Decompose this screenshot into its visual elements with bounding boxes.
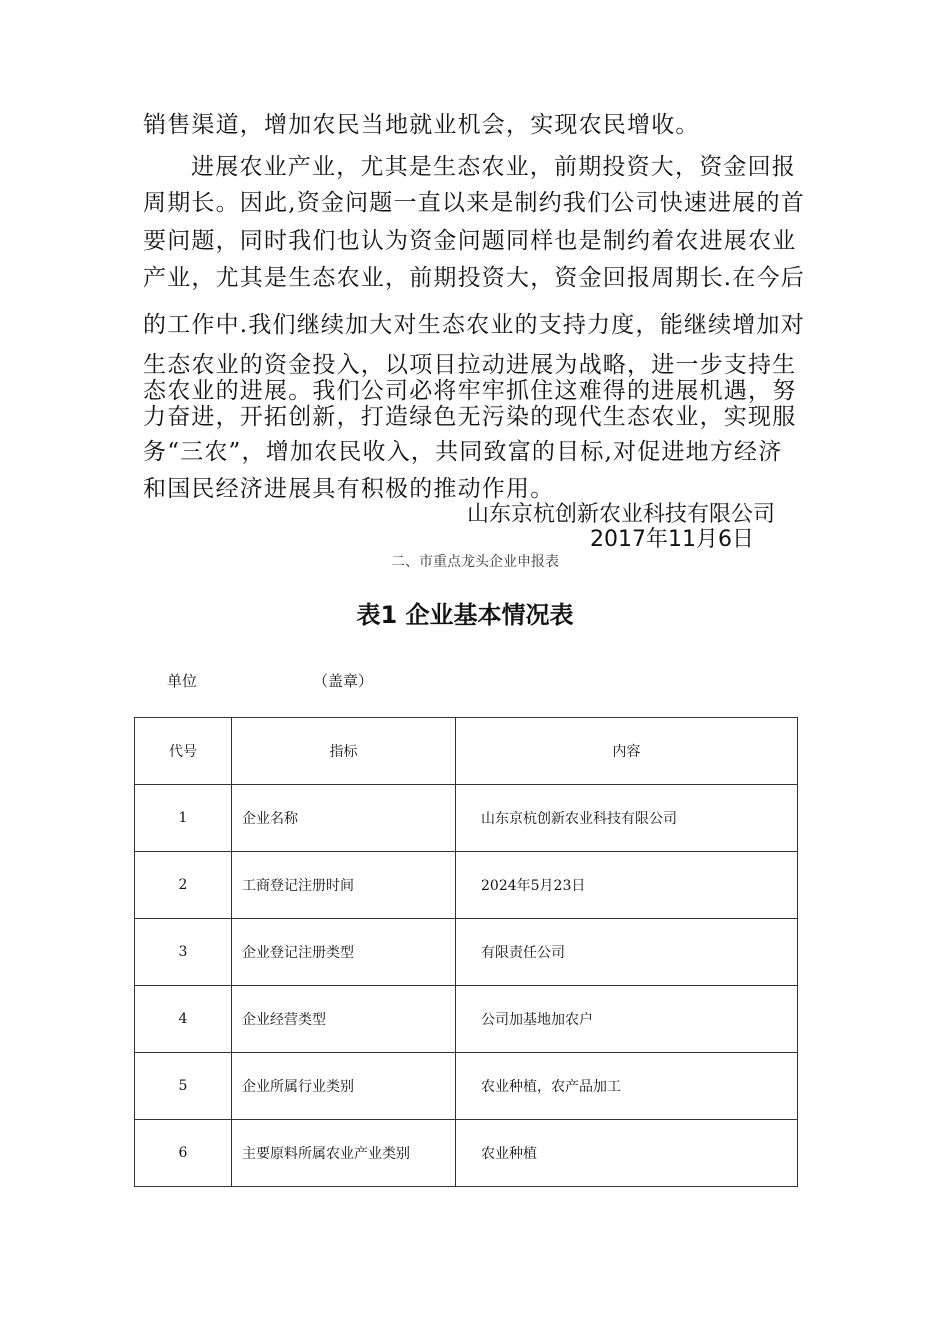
table-row: [135, 852, 798, 919]
body-line: 要问题，同时我们也认为资金问题同样也是制约着农进展农业: [143, 228, 797, 254]
cell-indicator: 企业名称: [232, 785, 456, 852]
cell-indicator: 企业登记注册类型: [232, 919, 456, 986]
cell-code: 5: [135, 1053, 232, 1120]
table-row: [135, 986, 798, 1053]
body-line: 生态农业的资金投入，以项目拉动进展为战略，进一步支持生: [143, 352, 797, 378]
cell-content: 山东京杭创新农业科技有限公司: [456, 785, 798, 852]
body-line: 销售渠道，增加农民当地就业机会，实现农民增收。: [143, 112, 700, 138]
cell-code: 4: [135, 986, 232, 1053]
header-indicator: 指标: [232, 718, 456, 785]
cell-code: 3: [135, 919, 232, 986]
cell-content: 2024年5月23日: [456, 852, 798, 919]
body-line: 和国民经济进展具有积极的推动作用。: [143, 476, 555, 502]
body-line: 力奋进，开拓创新，打造绿色无污染的现代生态农业，实现服: [143, 404, 797, 430]
signature-date: 2017年11月6日: [590, 527, 754, 552]
enterprise-info-table: [134, 717, 798, 1187]
table-title: 表1 企业基本情况表: [356, 601, 574, 629]
cell-content: 农业种植: [456, 1120, 798, 1187]
body-line: 进展农业产业，尤其是生态农业，前期投资大，资金回报: [191, 154, 796, 180]
table-row: [135, 785, 798, 852]
cell-indicator: 主要原料所属农业产业类别: [232, 1120, 456, 1187]
unit-label: 单位: [167, 672, 198, 690]
table-row: [135, 919, 798, 986]
cell-code: 6: [135, 1120, 232, 1187]
stamp-label: （盖章）: [313, 672, 374, 690]
cell-code: 1: [135, 785, 232, 852]
body-line: 务“三农”，增加农民收入，共同致富的目标,对促进地方经济: [143, 439, 783, 465]
cell-indicator: 工商登记注册时间: [232, 852, 456, 919]
header-code: 代号: [135, 718, 232, 785]
body-line: 产业，尤其是生态农业，前期投资大，资金回报周期长.在今后: [143, 265, 805, 291]
cell-code: 2: [135, 852, 232, 919]
body-line: 的工作中.我们继续加大对生态农业的支持力度，能继续增加对: [143, 312, 805, 338]
header-content: 内容: [456, 718, 798, 785]
table-header-row: [135, 718, 798, 785]
cell-content: 公司加基地加农户: [456, 986, 798, 1053]
body-line: 态农业的进展。我们公司必将牢牢抓住这难得的进展机遇，努: [143, 378, 797, 404]
body-line: 周期长。因此,资金问题一直以来是制约我们公司快速进展的首: [143, 190, 805, 216]
signature-company: 山东京杭创新农业科技有限公司: [467, 502, 776, 527]
section-heading: 二、市重点龙头企业申报表: [391, 554, 559, 570]
cell-content: 有限责任公司: [456, 919, 798, 986]
cell-indicator: 企业经营类型: [232, 986, 456, 1053]
cell-content: 农业种植，农产品加工: [456, 1053, 798, 1120]
table-row: [135, 1120, 798, 1187]
cell-indicator: 企业所属行业类别: [232, 1053, 456, 1120]
table-row: [135, 1053, 798, 1120]
